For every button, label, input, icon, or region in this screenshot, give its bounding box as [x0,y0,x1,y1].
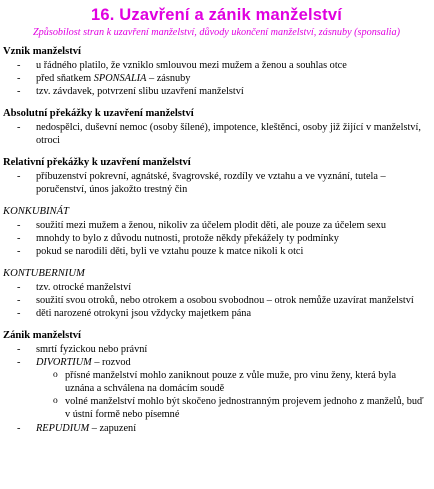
list-item: - u řádného platilo, že vzniklo smlouvou mezi mužem a ženou a souhlas otce [3,59,430,72]
section-list-vznik [3,59,430,98]
section-list-zanik-cont [3,422,430,435]
section-list-kontubernium [3,281,430,320]
list-item: - tzv. závdavek, potvrzení slibu uzavření manželství [3,85,430,98]
sub-list-item: o přísné manželství mohlo zaniknout pouze z vůle muže, pro vinu ženy, která byla uznána a schválena na domácím soudě [3,369,430,395]
list-item: - mnohdy to bylo z důvodu nutnosti, protože někdy překážely ty podmínky [3,232,430,245]
section-list-relativni [3,170,430,196]
list-item: - nedospělci, duševní nemoc (osoby šílené), impotence, kleštěnci, osoby již žijící v manželství, otroci [3,121,430,147]
section-heading-kontubernium: KONTUBERNIUM [3,268,85,279]
sublist-divortium [3,369,430,421]
page-subtitle: Způsobilost stran k uzavření manželství, důvody ukončení manželství, zásnuby (sponsalia) [33,27,400,38]
section-heading-zanik: Zánik manželství [3,330,81,341]
list-item: - pokud se narodili děti, byli ve vztahu pouze k matce nikoli k otci [3,245,430,258]
list-item: - soužití mezi mužem a ženou, nikoliv za účelem plodit děti, ale pouze za účelem sexu [3,219,430,232]
section-list-zanik [3,343,430,369]
list-item [3,356,430,369]
page-title: 16. Uzavření a zánik manželství [90,6,343,24]
list-item: - smrtí fyzickou nebo právní [3,343,430,356]
section-heading-konkubinat: KONKUBINÁT [3,206,69,217]
list-item: - soužití svou otroků, nebo otrokem a osobou svobodnou – otrok nemůže uzavírat manželství [3,294,430,307]
list-item: - tzv. otrocké manželství [3,281,430,294]
section-heading-relativni: Relativní překážky k uzavření manželství [3,157,191,168]
list-item: - před sňatkem SPONSALIA – zásnuby [3,72,430,85]
list-item: - děti narozené otrokyni jsou vždycky majetkem pána [3,307,430,320]
section-list-konkubinat [3,219,430,258]
sub-list-item: o volné manželství mohlo být skočeno jednostranným projevem jednoho z manželů, buď v ústní formě nebo písemné [3,395,430,421]
section-list-absolutni [3,121,430,147]
list-item: - příbuzenství pokrevní, agnátské, švagrovské, rozdíly ve vztahu a ve vyznání, tutela – poručenství, únos jakožto trestný čin [3,170,430,196]
section-heading-absolutni: Absolutní překážky k uzavření manželství [3,108,194,119]
list-item: - REPUDIUM – zapuzení [3,422,430,435]
list-item-text: DIVORTIUM – rozvod [36,357,131,368]
section-heading-vznik: Vznik manželství [3,46,81,57]
